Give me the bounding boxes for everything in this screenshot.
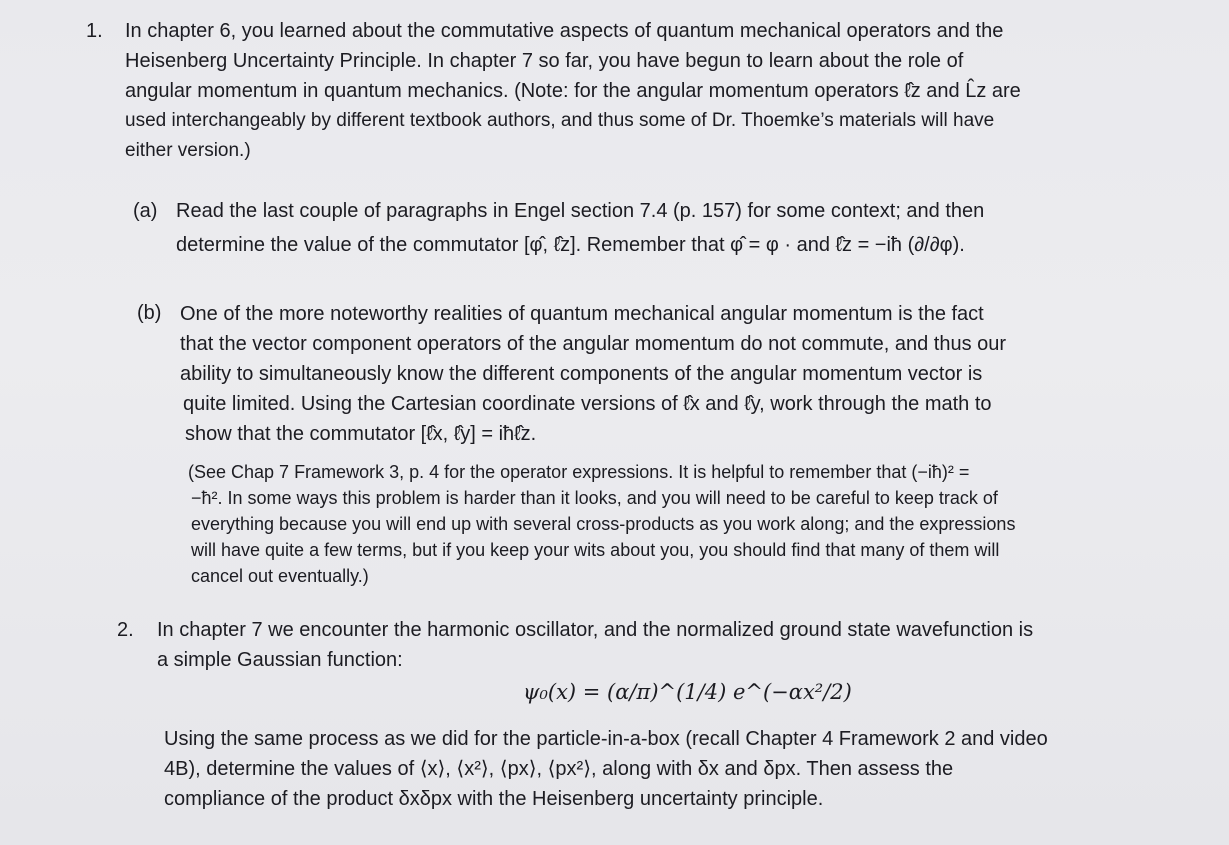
q2-body-line: Using the same process as we did for the particle-in-a-box (recall Chapter 4 Framework 2 and video [164,728,1048,750]
part-b-note-line: will have quite a few terms, but if you keep your wits about you, you should find that many of them will [191,540,1000,560]
q1-intro-line: Heisenberg Uncertainty Principle. In chapter 7 so far, you have begun to learn about the role of [125,50,964,72]
part-b-line: quite limited. Using the Cartesian coordinate versions of ℓ̂x and ℓ̂y, work through the math to [183,393,992,415]
part-a-label: (a) [133,200,158,222]
part-b-line: ability to simultaneously know the different components of the angular momentum vector is [180,363,983,385]
part-a-line: Read the last couple of paragraphs in Engel section 7.4 (p. 157) for some context; and then [176,200,985,222]
q1-intro-line: angular momentum in quantum mechanics. (Note: for the angular momentum operators ℓ̂z and L̂z are [125,80,1021,102]
question-2-body [164,724,1048,814]
question-1-number: 1. [86,20,103,42]
part-b-line: that the vector component operators of the angular momentum do not commute, and thus our [180,333,1007,355]
part-b-line: One of the more noteworthy realities of quantum mechanical angular momentum is the fact [180,303,984,325]
part-b-note-line: −ħ². In some ways this problem is harder than it looks, and you will need to be careful to keep track of [191,488,998,508]
part-b-note-line: cancel out eventually.) [191,566,369,586]
q1-intro-line: either version.) [125,140,251,161]
part-b-note-line: everything because you will end up with several cross-products as you work along; and the expressions [191,514,1016,534]
part-b-label: (b) [137,302,162,324]
part-b-line: show that the commutator [ℓ̂x, ℓ̂y] = iħℓ̂z. [185,423,537,445]
q1-intro-line: In chapter 6, you learned about the commutative aspects of quantum mechanical operators and the [125,20,1004,42]
part-a-line: determine the value of the commutator [φ̂, ℓ̂z]. Remember that φ̂ = φ · and ℓ̂z = −iħ (∂/∂φ). [176,234,965,256]
question-1-intro [125,16,1021,166]
part-b-note [188,459,1015,589]
gaussian-wavefunction-equation: ψ₀(x) = (α/π)^(1/4) e^(−αx²/2) [523,680,852,704]
part-a-text [176,196,984,260]
q2-intro-line: a simple Gaussian function: [157,649,403,671]
question-2-number: 2. [117,619,134,641]
q2-body-line: compliance of the product δxδpx with the Heisenberg uncertainty principle. [164,788,824,810]
part-b-note-line: (See Chap 7 Framework 3, p. 4 for the operator expressions. It is helpful to remember that (−iħ)² = [188,462,970,482]
q2-body-line: 4B), determine the values of ⟨x⟩, ⟨x²⟩, ⟨px⟩, ⟨px²⟩, along with δx and δpx. Then assess the [164,758,954,780]
q1-intro-line: used interchangeably by different textbook authors, and thus some of Dr. Thoemke’s materials will have [125,110,995,131]
question-2-intro [157,615,1033,675]
q2-intro-line: In chapter 7 we encounter the harmonic oscillator, and the normalized ground state wavefunction is [157,619,1034,641]
part-b-text [180,299,1006,449]
